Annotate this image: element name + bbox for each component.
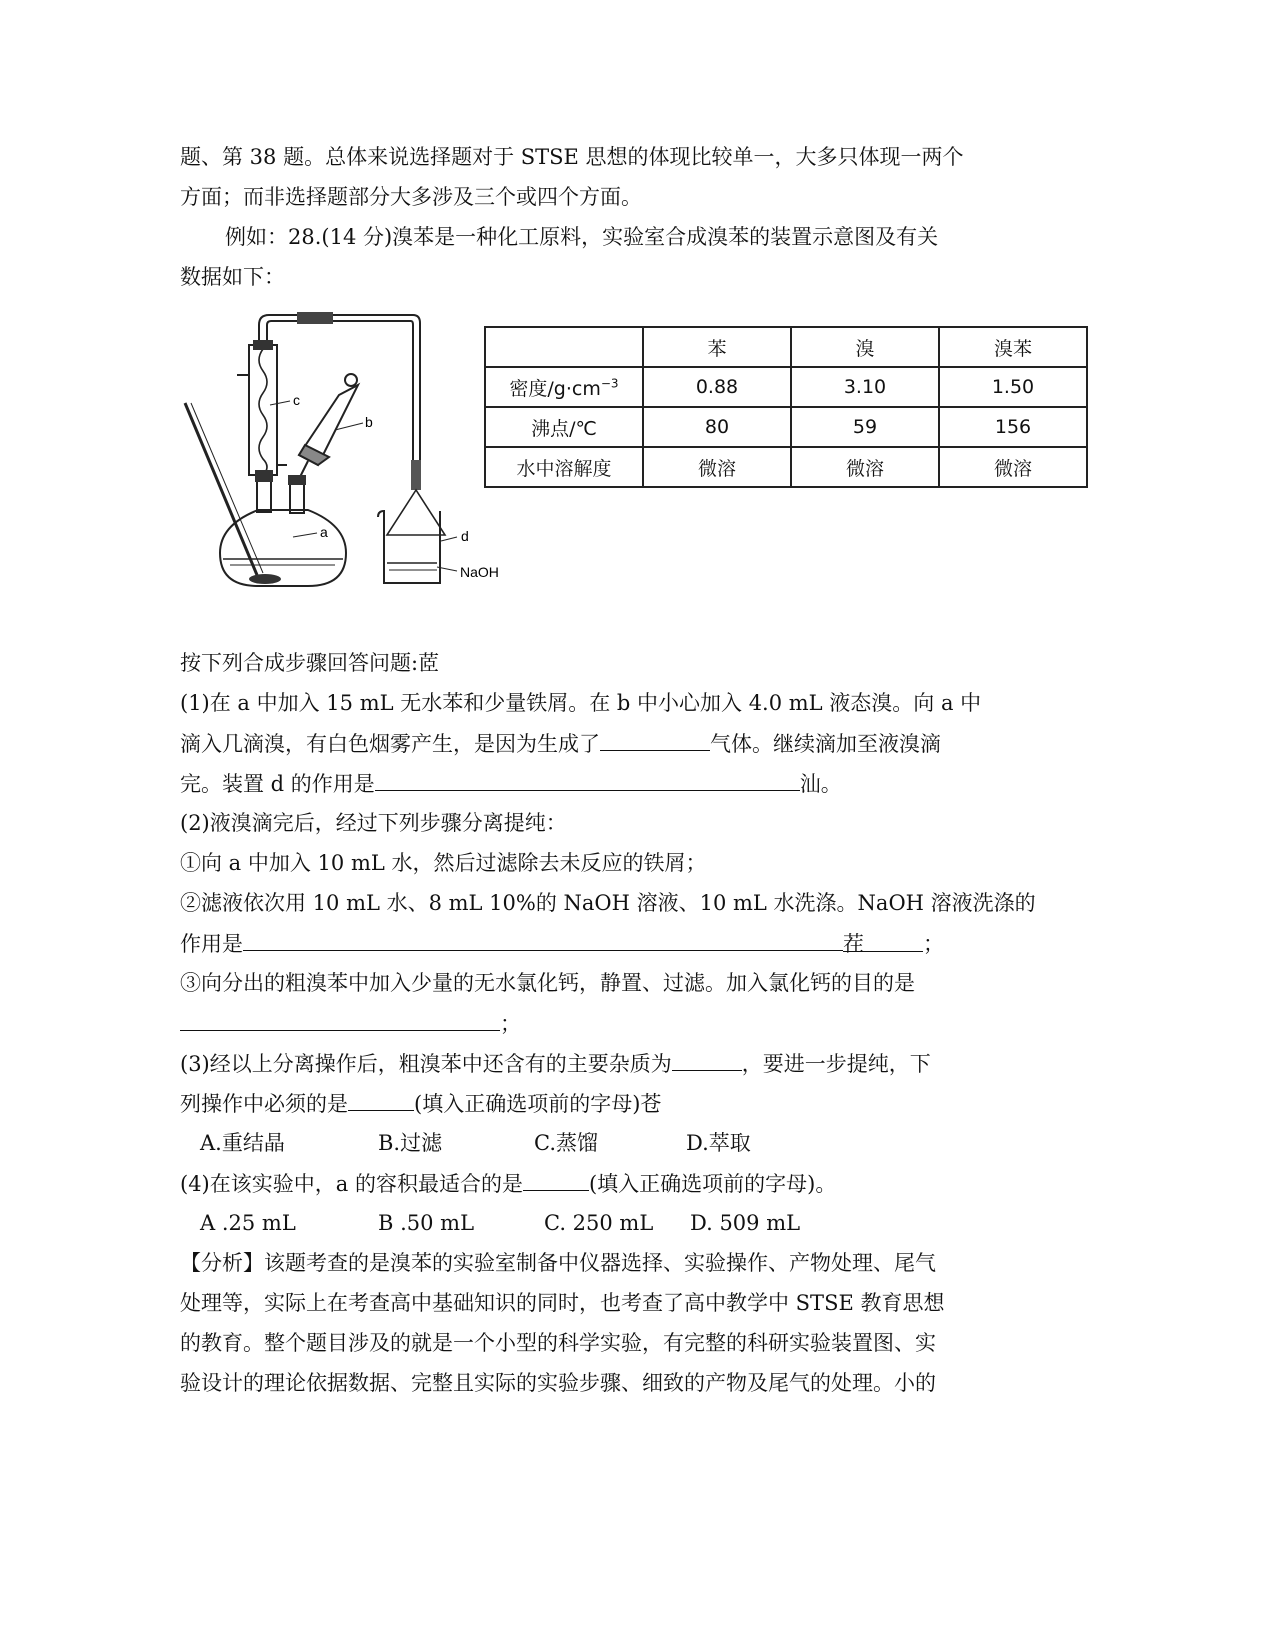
answer-blank[interactable] [600, 728, 710, 751]
label-naoh: NaOH [460, 564, 499, 580]
flask-a [220, 510, 346, 586]
table-cell: 0.88 [643, 367, 791, 407]
answer-blank[interactable] [375, 768, 800, 791]
analysis-line-2: 处理等，实际上在考查高中基础知识的同时，也考查了高中教学中 STSE 教育思想 [180, 1291, 945, 1315]
q2-step-2-line-1: ②滤液依次用 10 mL 水、8 mL 10%的 NaOH 溶液、10 mL 水洗涤。NaOH 溶液洗涤的 [180, 891, 1036, 915]
answer-blank[interactable] [672, 1048, 742, 1071]
flask-side-neck [290, 483, 304, 513]
label-c: c [293, 392, 300, 408]
q1-line-3-text-a: 完。装置 d 的作用是 [180, 772, 375, 796]
q2-step-2-text-a: 作用是 [180, 932, 243, 956]
table-cell: 微溶 [643, 447, 791, 487]
funnel [387, 490, 445, 535]
q3-line-2-text-a: 列操作中必须的是 [180, 1092, 348, 1116]
q4-option-a[interactable]: A .25 mL [200, 1211, 296, 1235]
q3-option-a[interactable]: A.重结晶 [200, 1131, 285, 1155]
table-row [485, 367, 1087, 407]
intro-line-3: 例如：28.(14 分)溴苯是一种化工原料，实验室合成溴苯的装置示意图及有关 [225, 225, 939, 249]
q3-line-2 [180, 1088, 661, 1119]
q2-step-3-line-2 [180, 1008, 521, 1039]
data-table [484, 326, 1088, 488]
table-row-label: 沸点/℃ [485, 407, 643, 447]
label-a: a [320, 524, 328, 540]
q3-option-d[interactable]: D.萃取 [686, 1131, 751, 1155]
apparatus-diagram [175, 305, 505, 595]
table-cell: 80 [643, 407, 791, 447]
table-row-label: 密度$/g\cdot cm^{-3}$ [485, 367, 643, 407]
q2-step-3-text-b: ； [500, 1012, 521, 1036]
analysis-line-1: 【分析】该题考查的是溴苯的实验室制备中仪器选择、实验操作、产物处理、尾气 [180, 1251, 936, 1275]
answer-blank[interactable] [523, 1168, 589, 1191]
table-row [485, 447, 1087, 487]
q1-line-2 [180, 728, 941, 759]
q2-step-3-line-1: ③向分出的粗溴苯中加入少量的无水氯化钙，静置、过滤。加入氯化钙的目的是 [180, 971, 915, 995]
table-header-row [485, 327, 1087, 367]
answer-blank[interactable] [180, 1008, 500, 1031]
table-header-cell: 溴苯 [939, 327, 1087, 367]
beaker-d [378, 511, 440, 583]
q4-option-d[interactable]: D. 509 mL [690, 1211, 801, 1235]
analysis-line-3: 的教育。整个题目涉及的就是一个小型的科学实验，有完整的科研实验装置图、实 [180, 1331, 936, 1355]
q3-line-1-text-b: ，要进一步提纯，下 [741, 1052, 931, 1076]
table-row-label: 水中溶解度 [485, 447, 643, 487]
q2-step-2-text-b: ； [923, 932, 944, 956]
question-instruction: 按下列合成步骤回答问题:茝 [180, 651, 440, 675]
q1-line-3-text-b: 汕。 [799, 772, 842, 796]
q3-line-2-text-b: (填入正确选项前的字母)苍 [414, 1092, 662, 1116]
q1-line-2-text-b: 气体。继续滴加至液溴滴 [710, 732, 941, 756]
answer-blank[interactable] [843, 929, 923, 956]
stray-mark: 茬 [843, 932, 864, 956]
label-b: b [365, 414, 373, 430]
q3-option-c[interactable]: C.蒸馏 [534, 1131, 598, 1155]
condenser-c [249, 345, 277, 475]
q1-line-2-text-a: 滴入几滴溴，有白色烟雾产生，是因为生成了 [180, 732, 600, 756]
q3-line-1-text-a: (3)经以上分离操作后，粗溴苯中还含有的主要杂质为 [180, 1052, 672, 1076]
answer-blank[interactable] [348, 1088, 414, 1111]
flask-center-neck [257, 480, 271, 512]
q1-line-3 [180, 768, 842, 799]
table-cell: 微溶 [939, 447, 1087, 487]
q4-line-1-text-b: (填入正确选项前的字母)。 [588, 1172, 837, 1196]
q2-step-2-line-2 [180, 928, 944, 959]
q3-line-1 [180, 1048, 931, 1079]
table-header-cell [485, 327, 643, 367]
iron-filings [249, 574, 281, 584]
analysis-line-4: 验设计的理论依据数据、完整且实际的实验步骤、细致的产物及尾气的处理。小的 [180, 1371, 936, 1395]
table-cell: 59 [791, 407, 939, 447]
condenser-coil [259, 349, 267, 475]
table-header-cell: 溴 [791, 327, 939, 367]
intro-line-4: 数据如下： [180, 265, 285, 289]
intro-line-1: 题、第 38 题。总体来说选择题对于 STSE 思想的体现比较单一，大多只体现一两个 [180, 145, 964, 169]
q1-line-1: (1)在 a 中加入 15 mL 无水苯和少量铁屑。在 b 中小心加入 4.0 mL 液态溴。向 a 中 [180, 691, 982, 715]
table-cell: 3.10 [791, 367, 939, 407]
q4-line-1 [180, 1168, 836, 1199]
q4-option-b[interactable]: B .50 mL [378, 1211, 475, 1235]
table-cell: 微溶 [791, 447, 939, 487]
q4-option-c[interactable]: C. 250 mL [544, 1211, 654, 1235]
table-cell: 1.50 [939, 367, 1087, 407]
table-header-cell: 苯 [643, 327, 791, 367]
q4-line-1-text-a: (4)在该实验中，a 的容积最适合的是 [180, 1172, 523, 1196]
table-cell: 156 [939, 407, 1087, 447]
q2-line-1: (2)液溴滴完后，经过下列步骤分离提纯： [180, 811, 567, 835]
q2-step-1: ①向 a 中加入 10 mL 水，然后过滤除去未反应的铁屑； [180, 851, 707, 875]
label-d: d [461, 528, 469, 544]
table-row [485, 407, 1087, 447]
intro-line-2: 方面；而非选择题部分大多涉及三个或四个方面。 [180, 185, 642, 209]
q3-options [200, 1128, 751, 1158]
q4-options [200, 1208, 800, 1238]
answer-blank[interactable] [243, 928, 843, 951]
q3-option-b[interactable]: B.过滤 [378, 1131, 443, 1155]
